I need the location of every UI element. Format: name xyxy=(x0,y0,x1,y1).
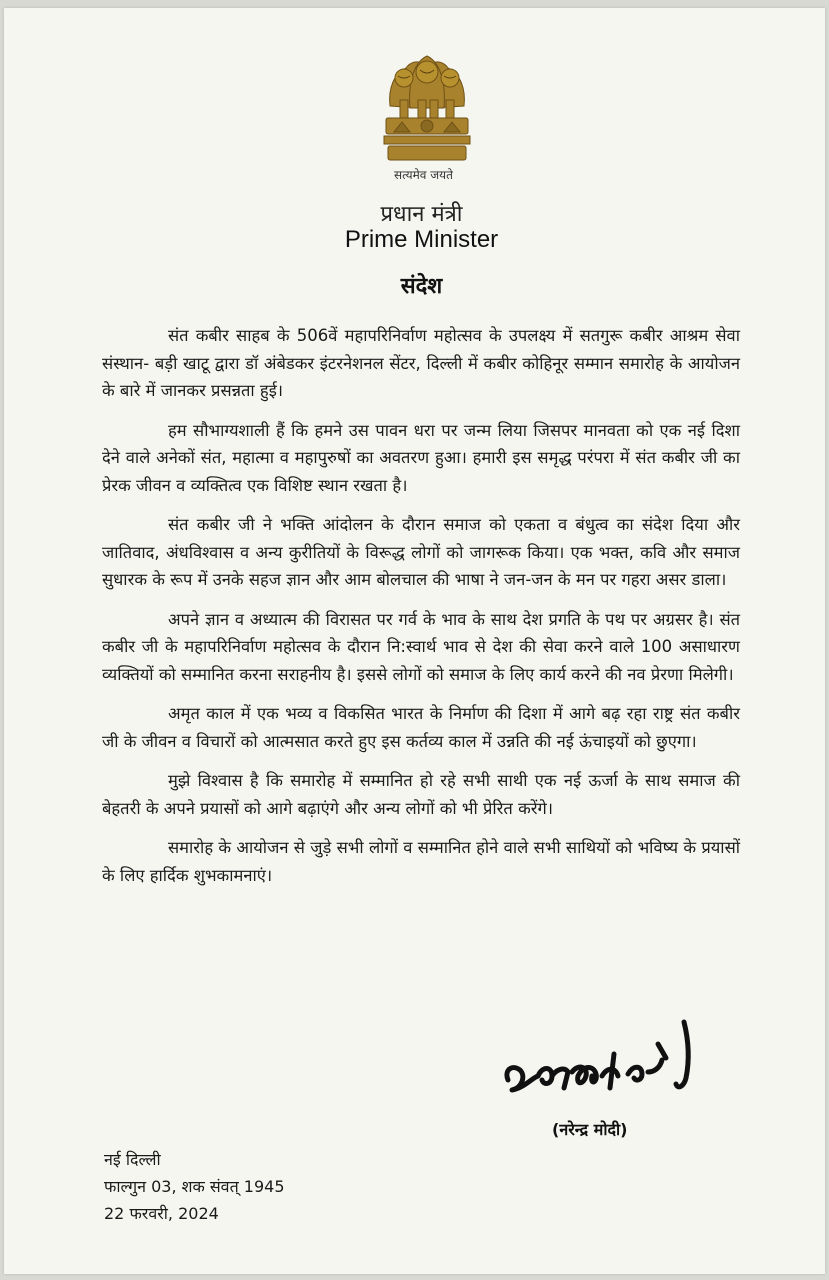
date-gregorian: 22 फरवरी, 2024 xyxy=(104,1204,219,1223)
place: नई दिल्ली xyxy=(104,1150,161,1169)
date-saka: फाल्गुन 03, शक संवत् 1945 xyxy=(104,1177,285,1196)
paragraph-5: अमृत काल में एक भव्य व विकसित भारत के निर्माण की दिशा में आगे बढ़ रहा राष्ट्र संत कबीर जी के जीवन व विचारों को आत्मसात करते हुए इस कर्तव्य काल में उन्नति की नई ऊंचाइयों को छुएगा। xyxy=(102,704,740,751)
signatory-name: (नरेन्द्र मोदी) xyxy=(552,1120,628,1139)
state-emblem-icon xyxy=(380,48,474,166)
signature-icon xyxy=(498,1014,704,1114)
message-heading: संदेश xyxy=(400,274,443,299)
title-hindi: प्रधान मंत्री xyxy=(380,202,463,227)
emblem-motto: सत्यमेव जयते xyxy=(394,168,453,182)
place-and-date xyxy=(104,1146,285,1227)
paragraph-3: संत कबीर जी ने भक्ति आंदोलन के दौरान समाज को एकता व बंधुत्व का संदेश दिया और जातिवाद, अंधविश्वास व अन्य कुरीतियों के विरूद्ध लोगों को जागरूक किया। एक भक्त, कवि और समाज सुधारक के रूप में उनके सहज ज्ञान और आम बोलचाल की भाषा ने जन-जन के मन पर गहरा असर डाला। xyxy=(102,515,740,589)
paragraph-2: हम सौभाग्यशाली हैं कि हमने उस पावन धरा पर जन्म लिया जिसपर मानवता को एक नई दिशा देने वाले अनेकों संत, महात्मा व महापुरुषों का अवतरण हुआ। हमारी इस समृद्ध परंपरा में संत कबीर जी का प्रेरक जीवन व व्यक्तित्व एक विशिष्ट स्थान रखता है। xyxy=(102,420,740,495)
paragraph-1: संत कबीर साहब के 506वें महापरिनिर्वाण महोत्सव के उपलक्ष्य में सतगुरू कबीर आश्रम सेवा संस्थान- बड़ी खाटू द्वारा डॉ अंबेडकर इंटरनेशनल सेंटर, दिल्ली में कबीर कोहिनूर सम्मान समारोह के आयोजन के बारे में जानकर प्रसन्नता हुई। xyxy=(102,326,740,400)
letter-page xyxy=(4,8,825,1274)
paragraph-7: समारोह के आयोजन से जुड़े सभी लोगों व सम्मानित होने वाले सभी साथियों को भविष्य के प्रयासों के लिए हार्दिक शुभकामनाएं। xyxy=(102,838,740,885)
paragraph-6: मुझे विश्वास है कि समारोह में सम्मानित हो रहे सभी साथी एक नई ऊर्जा के साथ समाज की बेहतरी के अपने प्रयासों को आगे बढ़ाएंगे और अन्य लोगों को भी प्रेरित करेंगे। xyxy=(102,771,740,818)
message-body xyxy=(102,322,740,901)
paragraph-4: अपने ज्ञान व अध्यात्म की विरासत पर गर्व के भाव के साथ देश प्रगति के पथ पर अग्रसर है। संत कबीर जी के महापरिनिर्वाण महोत्सव के दौरान नि:स्वार्थ भाव से देश की सेवा करने वाले 100 असाधारण व्यक्तियों को सम्मानित करना सराहनीय है। इससे लोगों को समाज के लिए कार्य करने की नव प्रेरणा मिलेगी। xyxy=(102,609,740,684)
title-english: Prime Minister xyxy=(344,226,499,253)
